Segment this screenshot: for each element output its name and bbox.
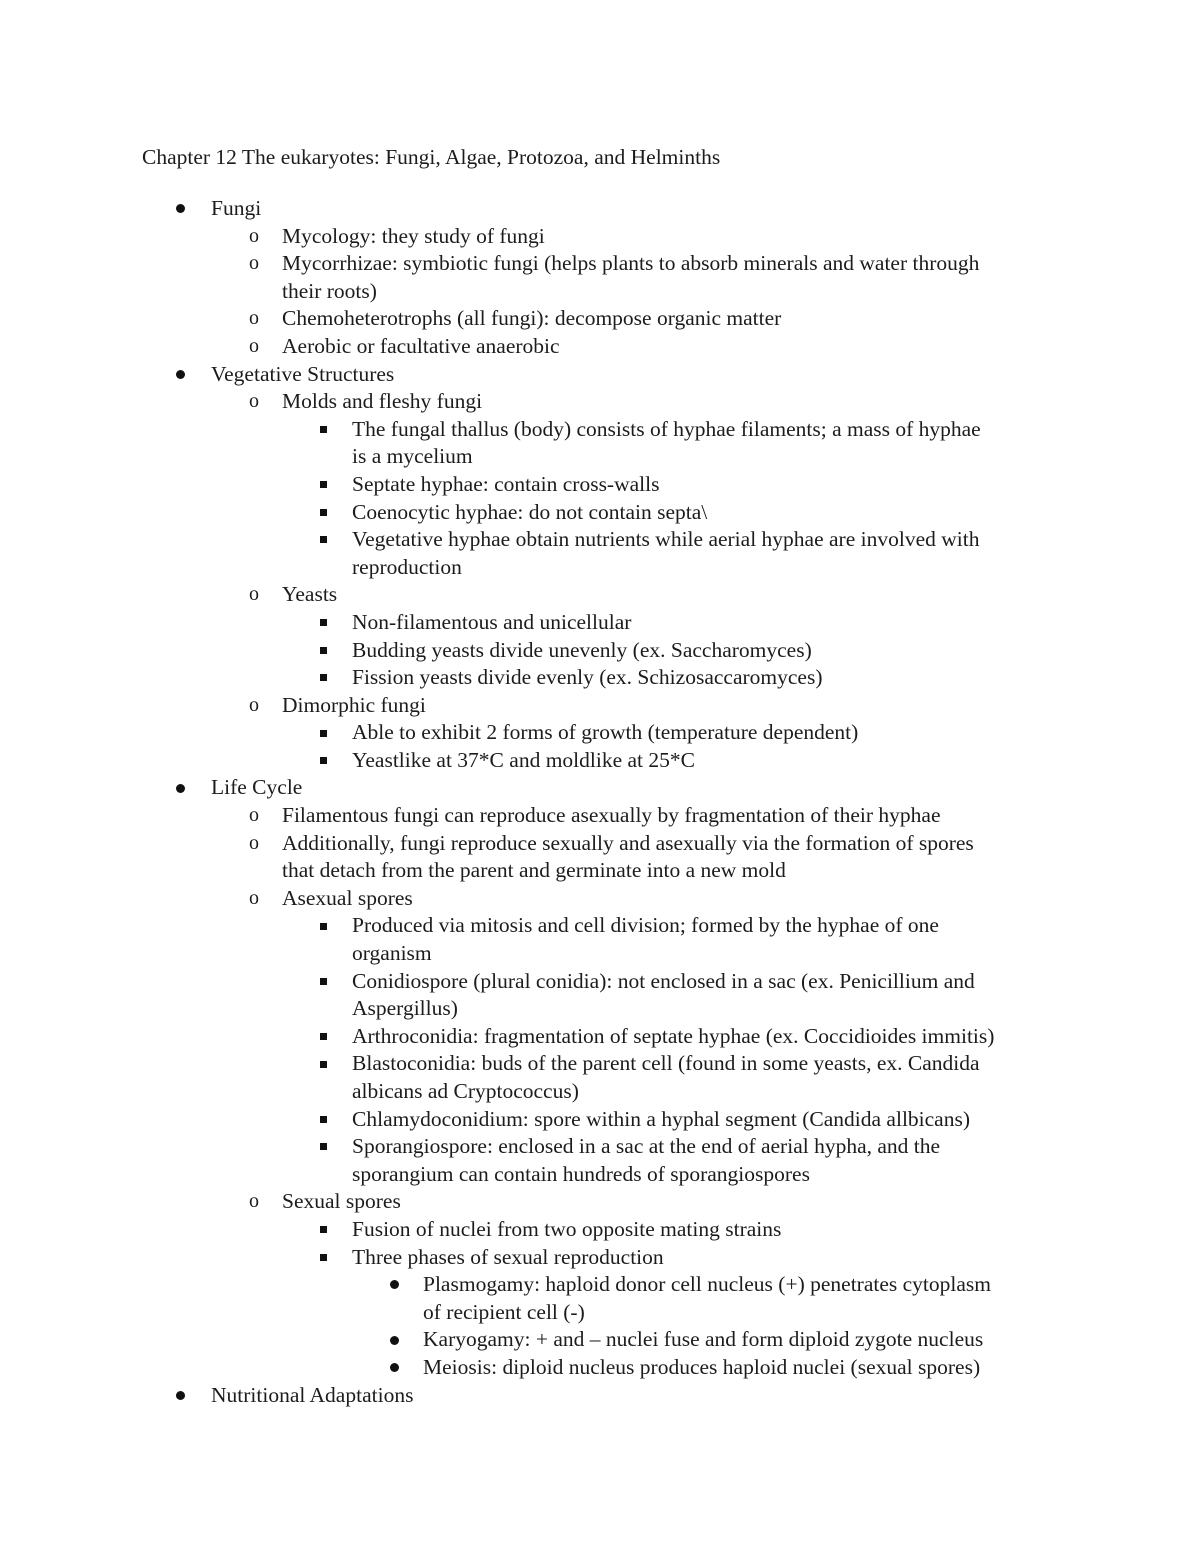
bullet-circle-o-icon: o (249, 1190, 259, 1213)
list-item (0, 885, 1200, 913)
outline-list (0, 195, 1200, 1409)
list-item-text: Mycorrhizae: symbiotic fungi (helps plants to absorb minerals and water through (282, 251, 980, 276)
list-item-text: sporangium can contain hundreds of sporangiospores (352, 1161, 810, 1186)
list-item-continuation (0, 1161, 1200, 1189)
list-item (0, 1271, 1200, 1299)
bullet-circle-o-icon: o (249, 334, 259, 357)
list-item-text: Fungi (211, 196, 262, 220)
list-item (0, 774, 1200, 802)
list-item (0, 830, 1200, 858)
list-item (0, 1023, 1200, 1051)
list-item-continuation (0, 857, 1200, 885)
list-item (0, 581, 1200, 609)
list-item-continuation (0, 554, 1200, 582)
list-item-text: their roots) (282, 278, 377, 303)
list-item-text: Chlamydoconidium: spore within a hyphal segment (Candida allbicans) (352, 1106, 970, 1131)
list-item (0, 195, 1200, 223)
list-item-text: Vegetative Structures (211, 361, 395, 386)
list-item-text: Arthroconidia: fragmentation of septate hyphae (ex. Coccidioides immitis) (352, 1023, 995, 1048)
list-item (0, 499, 1200, 527)
bullet-disc-icon (384, 1354, 404, 1382)
list-item (0, 968, 1200, 996)
list-item-text: Yeasts (282, 582, 338, 607)
bullet-disc-icon (384, 1326, 404, 1354)
list-item-text: Produced via mitosis and cell division; formed by the hyphae of one (352, 913, 939, 938)
list-item-text: Filamentous fungi can reproduce asexually by fragmentation of their hyphae (282, 803, 941, 828)
bullet-square-icon (313, 664, 333, 692)
list-item (0, 250, 1200, 278)
list-item (0, 526, 1200, 554)
list-item-text: Budding yeasts divide unevenly (ex. Saccharomyces) (352, 637, 812, 662)
list-item-text: Molds and fleshy fungi (282, 389, 483, 414)
list-item-continuation (0, 1299, 1200, 1327)
bullet-disc-icon (170, 774, 190, 802)
list-item (0, 692, 1200, 720)
list-item-text: of recipient cell (-) (423, 1299, 585, 1324)
bullet-square-icon (313, 1244, 333, 1272)
list-item-continuation (0, 940, 1200, 968)
list-item-text: Dimorphic fungi (282, 692, 426, 717)
list-item-text: Blastoconidia: buds of the parent cell (found in some yeasts, ex. Candida (352, 1051, 980, 1076)
bullet-circle-o-icon: o (249, 804, 259, 827)
list-item-text: Chemoheterotrophs (all fungi): decompose organic matter (282, 306, 782, 331)
list-item-text: Three phases of sexual reproduction (352, 1244, 664, 1269)
bullet-circle-o-icon: o (249, 224, 259, 247)
list-item-text: Aspergillus) (352, 996, 458, 1021)
bullet-square-icon (313, 719, 333, 747)
bullet-square-icon (313, 499, 333, 527)
bullet-square-icon (313, 637, 333, 665)
list-item (0, 719, 1200, 747)
list-item (0, 1382, 1200, 1410)
bullet-square-icon (313, 1216, 333, 1244)
list-item (0, 223, 1200, 251)
bullet-square-icon (313, 968, 333, 996)
bullet-square-icon (313, 1133, 333, 1161)
list-item-text: Coenocytic hyphae: do not contain septa\ (352, 499, 708, 524)
bullet-square-icon (313, 526, 333, 554)
list-item-text: Sporangiospore: enclosed in a sac at the end of aerial hypha, and the (352, 1134, 941, 1159)
list-item (0, 1244, 1200, 1272)
list-item (0, 1354, 1200, 1382)
bullet-circle-o-icon: o (249, 583, 259, 606)
list-item-text: Conidiospore (plural conidia): not enclosed in a sac (ex. Penicillium and (352, 968, 975, 993)
bullet-square-icon (313, 471, 333, 499)
page-title: Chapter 12 The eukaryotes: Fungi, Algae, Protozoa, and Helminths (142, 145, 721, 169)
bullet-disc-icon (170, 195, 190, 223)
list-item-text: Sexual spores (282, 1189, 401, 1214)
bullet-circle-o-icon: o (249, 390, 259, 413)
list-item-text: The fungal thallus (body) consists of hyphae filaments; a mass of hyphae (352, 416, 981, 441)
list-item (0, 664, 1200, 692)
list-item (0, 1216, 1200, 1244)
list-item (0, 305, 1200, 333)
bullet-square-icon (313, 1106, 333, 1134)
bullet-circle-o-icon: o (249, 693, 259, 716)
list-item-text: Asexual spores (282, 885, 413, 910)
bullet-square-icon (313, 912, 333, 940)
list-item-continuation (0, 278, 1200, 306)
list-item (0, 1188, 1200, 1216)
bullet-square-icon (313, 747, 333, 775)
list-item-text: Life Cycle (211, 775, 303, 800)
list-item-text: organism (352, 941, 432, 966)
list-item (0, 912, 1200, 940)
bullet-circle-o-icon: o (249, 307, 259, 330)
list-item-text: that detach from the parent and germinate into a new mold (282, 858, 786, 883)
list-item-continuation (0, 443, 1200, 471)
bullet-square-icon (313, 1023, 333, 1051)
list-item-continuation (0, 995, 1200, 1023)
list-item (0, 416, 1200, 444)
bullet-circle-o-icon: o (249, 886, 259, 909)
list-item-text: reproduction (352, 554, 462, 579)
list-item-text: albicans ad Cryptococcus) (352, 1079, 579, 1103)
list-item (0, 747, 1200, 775)
bullet-circle-o-icon: o (249, 252, 259, 275)
list-item-text: is a mycelium (352, 444, 473, 469)
bullet-square-icon (313, 1050, 333, 1078)
list-item-text: Able to exhibit 2 forms of growth (temperature dependent) (352, 720, 859, 745)
list-item-text: Nutritional Adaptations (211, 1382, 414, 1407)
list-item (0, 1326, 1200, 1354)
bullet-square-icon (313, 416, 333, 444)
list-item (0, 1133, 1200, 1161)
list-item-text: Aerobic or facultative anaerobic (282, 333, 560, 358)
list-item (0, 802, 1200, 830)
list-item-text: Karyogamy: + and – nuclei fuse and form diploid zygote nucleus (423, 1327, 984, 1352)
list-item-text: Vegetative hyphae obtain nutrients while aerial hyphae are involved with (352, 527, 980, 552)
bullet-square-icon (313, 609, 333, 637)
list-item (0, 388, 1200, 416)
list-item (0, 1050, 1200, 1078)
bullet-circle-o-icon: o (249, 831, 259, 854)
list-item (0, 333, 1200, 361)
list-item (0, 609, 1200, 637)
bullet-disc-icon (170, 1382, 190, 1410)
list-item-text: Yeastlike at 37*C and moldlike at 25*C (352, 747, 695, 772)
bullet-disc-icon (384, 1271, 404, 1299)
list-item-text: Plasmogamy: haploid donor cell nucleus (+) penetrates cytoplasm (423, 1272, 991, 1297)
list-item-text: Additionally, fungi reproduce sexually and asexually via the formation of spores (282, 830, 974, 855)
list-item-text: Fusion of nuclei from two opposite mating strains (352, 1216, 782, 1241)
list-item (0, 471, 1200, 499)
list-item (0, 1106, 1200, 1134)
list-item-text: Meiosis: diploid nucleus produces haploid nuclei (sexual spores) (423, 1354, 981, 1379)
list-item (0, 361, 1200, 389)
list-item-text: Mycology: they study of fungi (282, 223, 545, 248)
bullet-disc-icon (170, 361, 190, 389)
list-item-text: Fission yeasts divide evenly (ex. Schizosaccaromyces) (352, 665, 823, 690)
list-item-text: Septate hyphae: contain cross-walls (352, 471, 660, 496)
list-item-continuation (0, 1078, 1200, 1106)
list-item (0, 637, 1200, 665)
list-item-text: Non-filamentous and unicellular (352, 609, 632, 634)
